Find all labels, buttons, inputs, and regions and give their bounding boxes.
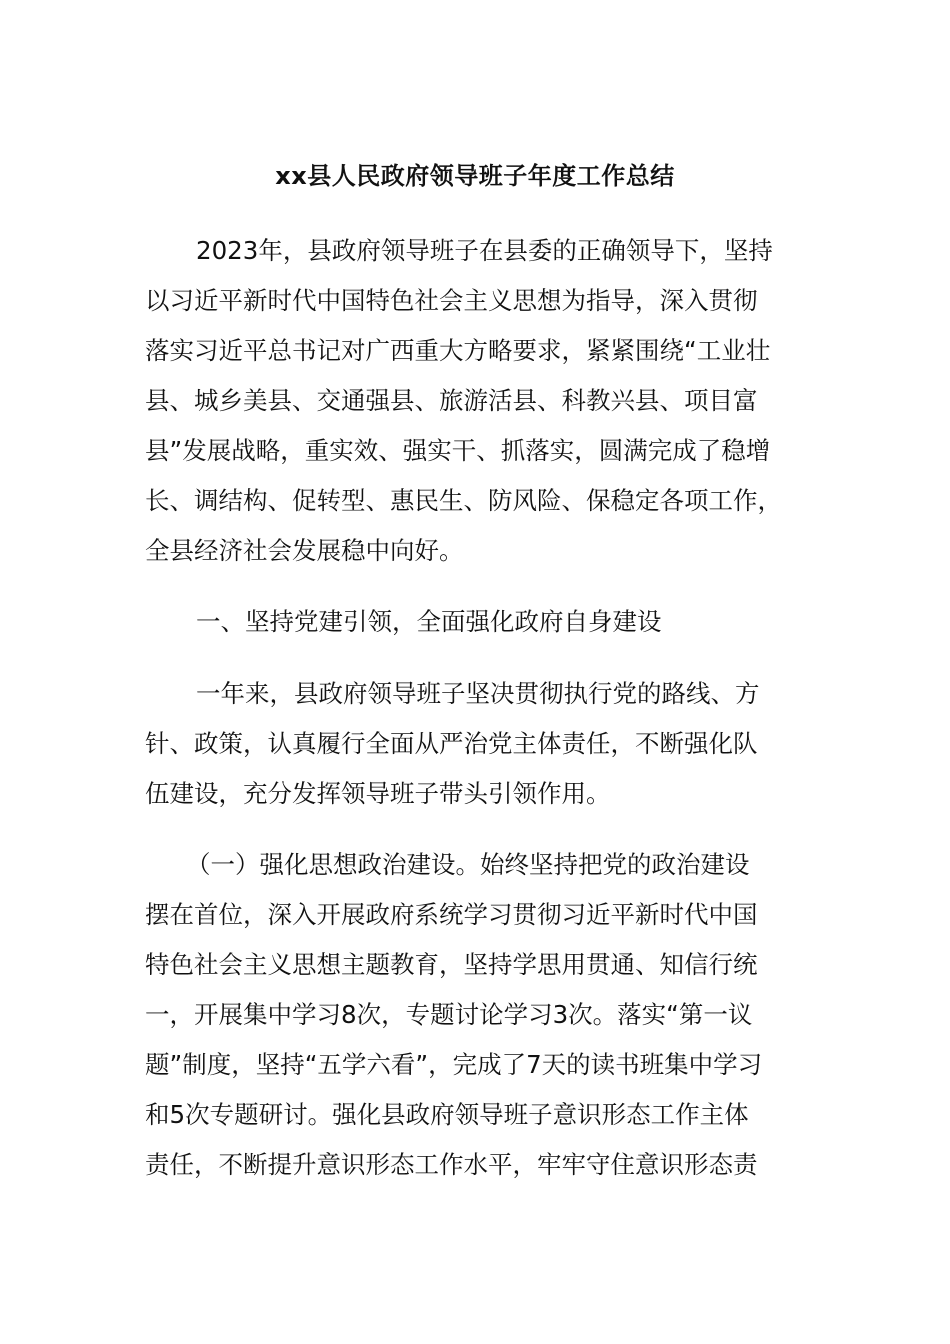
subsection-line: 摆在首位，深入开展政府系统学习贯彻习近平新时代中国 <box>145 900 758 929</box>
intro-line: 县”发展战略，重实效、强实干、抓落实，圆满完成了稳增 <box>145 436 771 465</box>
intro-line: 以习近平新时代中国特色社会主义思想为指导，深入贯彻 <box>145 286 758 315</box>
document-title: xx县人民政府领导班子年度工作总结 <box>275 162 675 190</box>
subsection-line: 特色社会主义思想主题教育，坚持学思用贯通、知信行统 <box>145 950 758 979</box>
intro-line: 2023年，县政府领导班子在县委的正确领导下，坚持 <box>196 236 773 265</box>
subsection-line: 题”制度，坚持“五学六看”，完成了7天的读书班集中学习 <box>145 1050 763 1079</box>
section1-line: 伍建设，充分发挥领导班子带头引领作用。 <box>145 779 611 808</box>
section1-line: 针、政策，认真履行全面从严治党主体责任，不断强化队 <box>145 729 758 758</box>
intro-line: 全县经济社会发展稳中向好。 <box>145 536 464 565</box>
subsection-line: 和5次专题研讨。强化县政府领导班子意识形态工作主体 <box>145 1100 749 1129</box>
section1-line: 一年来，县政府领导班子坚决贯彻执行党的路线、方 <box>196 679 760 708</box>
subsection-line: 一，开展集中学习8次，专题讨论学习3次。落实“第一议 <box>145 1000 753 1029</box>
intro-line: 落实习近平总书记对广西重大方略要求，紧紧围绕“工业壮 <box>145 336 771 365</box>
subsection-line: 责任，不断提升意识形态工作水平，牢牢守住意识形态责 <box>145 1150 758 1179</box>
section-heading: 一、坚持党建引领，全面强化政府自身建设 <box>196 607 662 636</box>
subsection-line: （一）强化思想政治建设。始终坚持把党的政治建设 <box>186 850 750 879</box>
intro-line: 县、城乡美县、交通强县、旅游活县、科教兴县、项目富 <box>145 386 758 415</box>
intro-line: 长、调结构、促转型、惠民生、防风险、保稳定各项工作， <box>145 486 782 515</box>
